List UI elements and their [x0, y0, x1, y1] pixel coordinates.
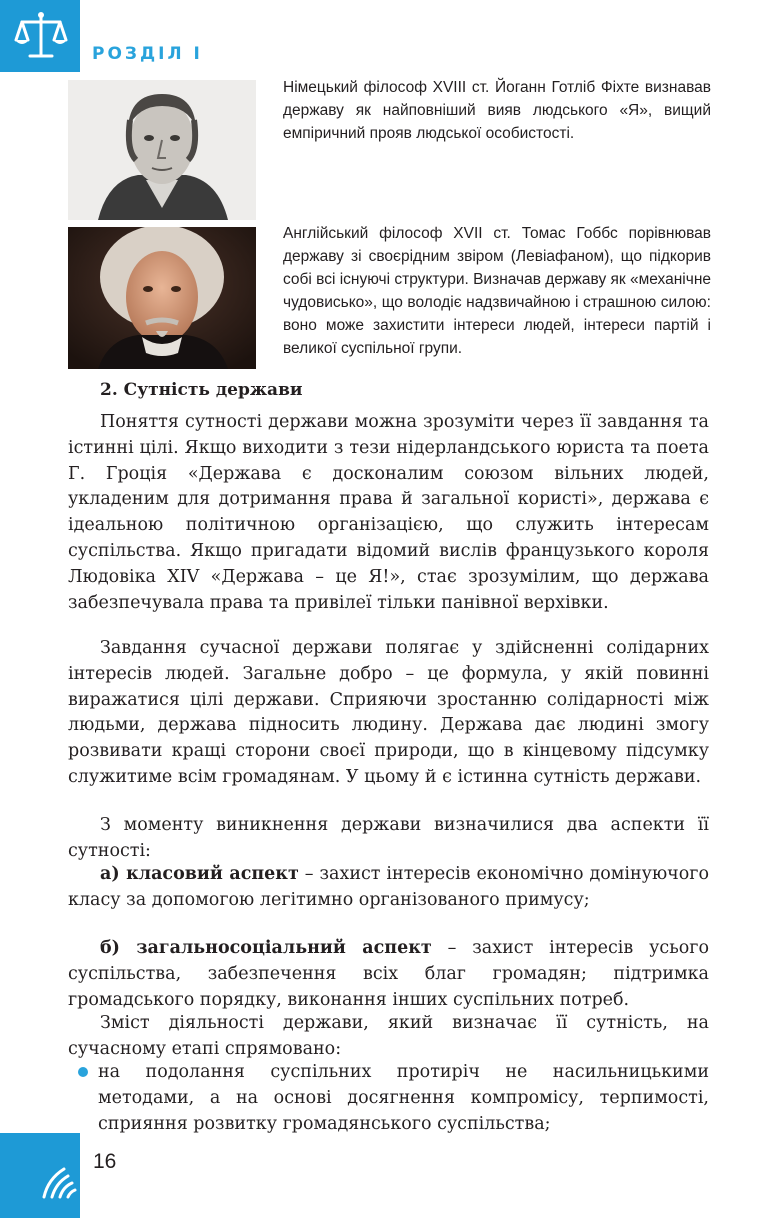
section-label: РОЗДІЛ І	[92, 44, 203, 64]
aspect-a-text: – захист інтересів економічно домінуючого класу за допомогою легітимно організованого примусу;	[68, 864, 709, 910]
portrait-fichte	[68, 80, 256, 220]
paragraph-2: Завдання сучасної держави полягає у здійсненні солідарних інтересів людей. Загальне добро – це формула, у якій повинні виражатися цілі держави. Сприяючи зростанню солідарності між людьми, держава підносить людину. Держава дає людині змогу розвивати кращі сторони своєї природи, що в кінцевому підсумку служитиме всім громадянам. У цьому й є істинна сутність держави.	[68, 638, 709, 787]
header-logo-tab	[0, 0, 80, 72]
aspect-b-text: – захист інтересів усього суспільства, забезпечення всіх благ громадян; підтримка громадського порядку, виконання інших суспільних потреб.	[68, 938, 709, 1010]
figure-caption-hobbes: Англійський філософ XVII ст. Томас Гоббс порівнював державу зі своєрідним звіром (Левіафаном), що підкорив собі всі існуючі структури. Визначав державу як «механічне чудовисько», що володіє надзвичайною і страшною силою: воно може захистити інтереси людей, інтереси партій і великої суспільної групи.	[283, 225, 711, 357]
paragraph-1: Поняття сутності держави можна зрозуміти через її завдання та істинні цілі. Якщо виходити з тези нідерландського юриста та поета Г. Гроція «Держава є досконалим союзом вільних людей, укладеним для дотримання права й загальної користі», держава є ідеальною політичною організацією, що служить інтересам суспільства. Якщо пригадати відомий вислів французького короля Людовіка XIV «Держава – це Я!», стає зрозумілим, що держава забезпечувала права та привілеї тільки панівної верхівки.	[68, 412, 709, 613]
aspect-b-term: б) загальносоціальний аспект	[100, 938, 432, 958]
figure-caption-fichte: Німецький філософ XVIII ст. Йоганн Готліб Фіхте визнавав державу як найповніший вияв людського «Я», вищий емпіричний прояв людської особистості.	[283, 79, 711, 142]
footer-tab	[0, 1133, 80, 1218]
portrait-hobbes	[68, 227, 256, 369]
aspect-a-paragraph	[68, 862, 709, 914]
aspect-a-term: а) класовий аспект	[100, 864, 299, 884]
aspect-b-paragraph	[68, 936, 709, 1013]
section-heading: 2. Сутність держави	[100, 380, 303, 400]
bullet-item-1: на подолання суспільних протиріч не насильницькими методами, а на основі досягнення компромісу, терпимості, сприяння розвитку громадянського суспільства;	[98, 1062, 709, 1134]
wave-arcs-icon	[38, 1139, 78, 1199]
scales-of-justice-icon	[14, 10, 68, 62]
bullet-dot-icon	[78, 1067, 88, 1077]
paragraph-4: Зміст діяльності держави, який визначає її сутність, на сучасному етапі спрямовано:	[68, 1013, 709, 1059]
paragraph-3: З моменту виникнення держави визначилися два аспекти її сутності:	[68, 815, 709, 861]
page-number: 16	[93, 1150, 117, 1173]
